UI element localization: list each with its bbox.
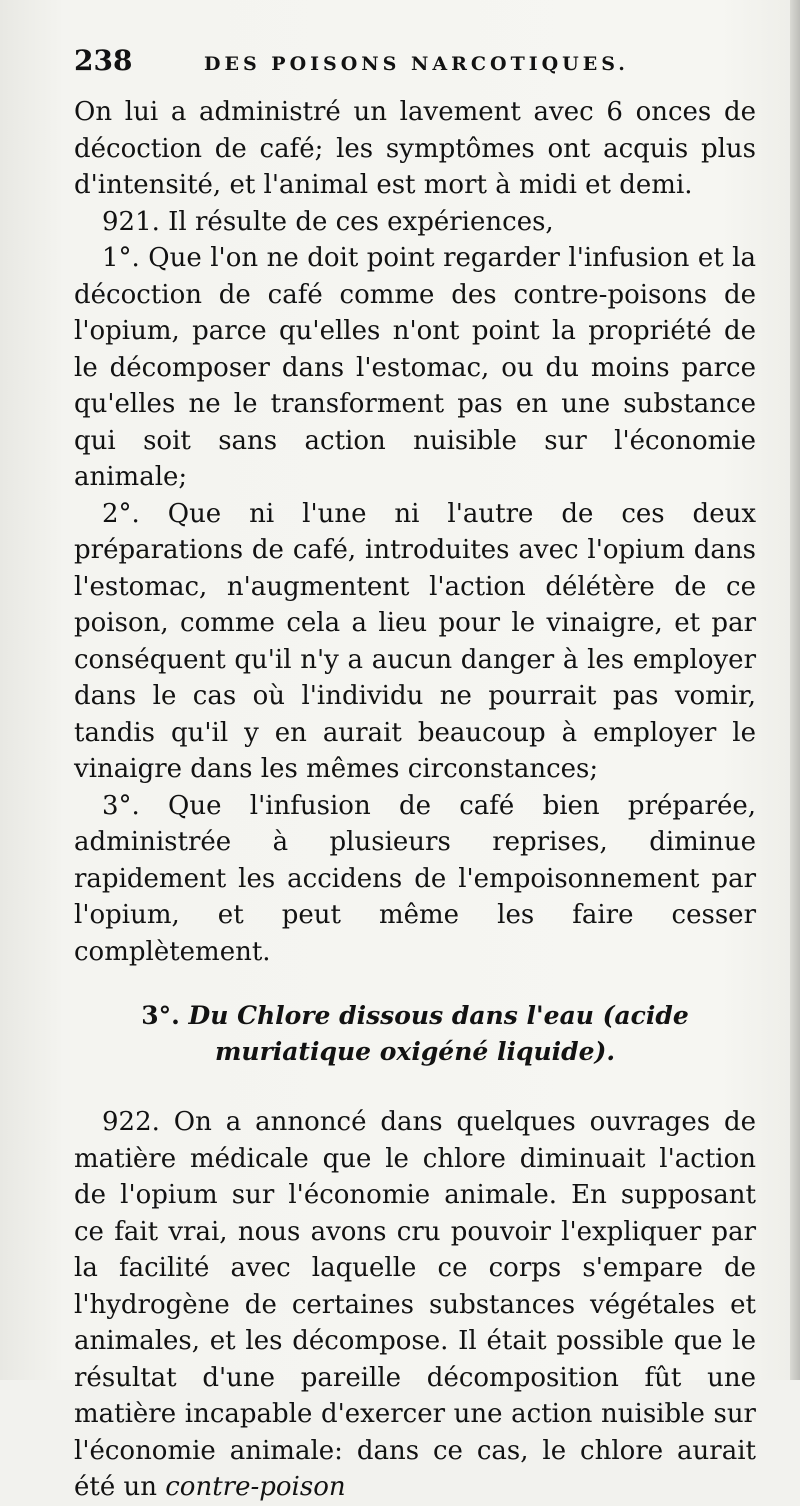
- paragraph-922: [74, 1104, 756, 1506]
- conclusion-3: 3°. Que l'infusion de café bien préparée, administrée à plusieurs reprises, diminue rapidement les accidens de l'empoisonnement par l'opium, et peut même les faire cesser complètement.: [74, 790, 756, 967]
- page-edge-shadow: [790, 0, 800, 1380]
- section-heading: [74, 998, 756, 1070]
- running-title: DES POISONS NARCOTIQUES.: [204, 53, 629, 75]
- page-number: 238: [74, 44, 133, 77]
- paragraph-921: 921. Il résulte de ces expériences,: [102, 206, 554, 237]
- paragraph-922-emphasis: contre-poison: [165, 1472, 346, 1502]
- paragraph-922-text: 922. On a annoncé dans quelques ouvrages de matière médicale que le chlore diminuait l'action de l'opium sur l'économie animale. En supposant ce fait vrai, nous avons cru pouvoir l'expliquer par la facilité avec laquelle ce corps s'empare de l'hydrogène de certaines substances végétales et animales, et les décompose. Il était possible que le résultat d'une pareille décomposition fût une matière incapable d'exercer une action nuisible sur l'économie animale: dans ce cas, le chlore aurait été un: [74, 1107, 756, 1502]
- paragraph-continuation: On lui a administré un lavement avec 6 onces de décoction de café; les symptômes ont acquis plus d'intensité, et l'animal est mort à midi et demi.: [74, 97, 756, 200]
- section-number: 3°.: [141, 1001, 180, 1030]
- page-header: [74, 44, 756, 94]
- section-title-text: Du Chlore dissous dans l'eau (acide muriatique oxigéné liquide).: [188, 1001, 689, 1066]
- conclusion-1: 1°. Que l'on ne doit point regarder l'infusion et la décoction de café comme des contre-poisons de l'opium, parce qu'elles n'ont point la propriété de le décomposer dans l'estomac, ou du moins parce qu'elles ne le transforment pas en une substance qui soit sans action nuisible sur l'économie animale;: [74, 243, 756, 492]
- body-text: [74, 94, 756, 1506]
- conclusion-2: 2°. Que ni l'une ni l'autre de ces deux préparations de café, introduites avec l'opium dans l'estomac, n'augmentent l'action délétère de ce poison, comme cela a lieu pour le vinaigre, et par conséquent qu'il n'y a aucun danger à les employer dans le cas où l'individu ne pourrait pas vomir, tandis qu'il y en aurait beaucoup à employer le vinaigre dans les mêmes circonstances;: [74, 498, 756, 784]
